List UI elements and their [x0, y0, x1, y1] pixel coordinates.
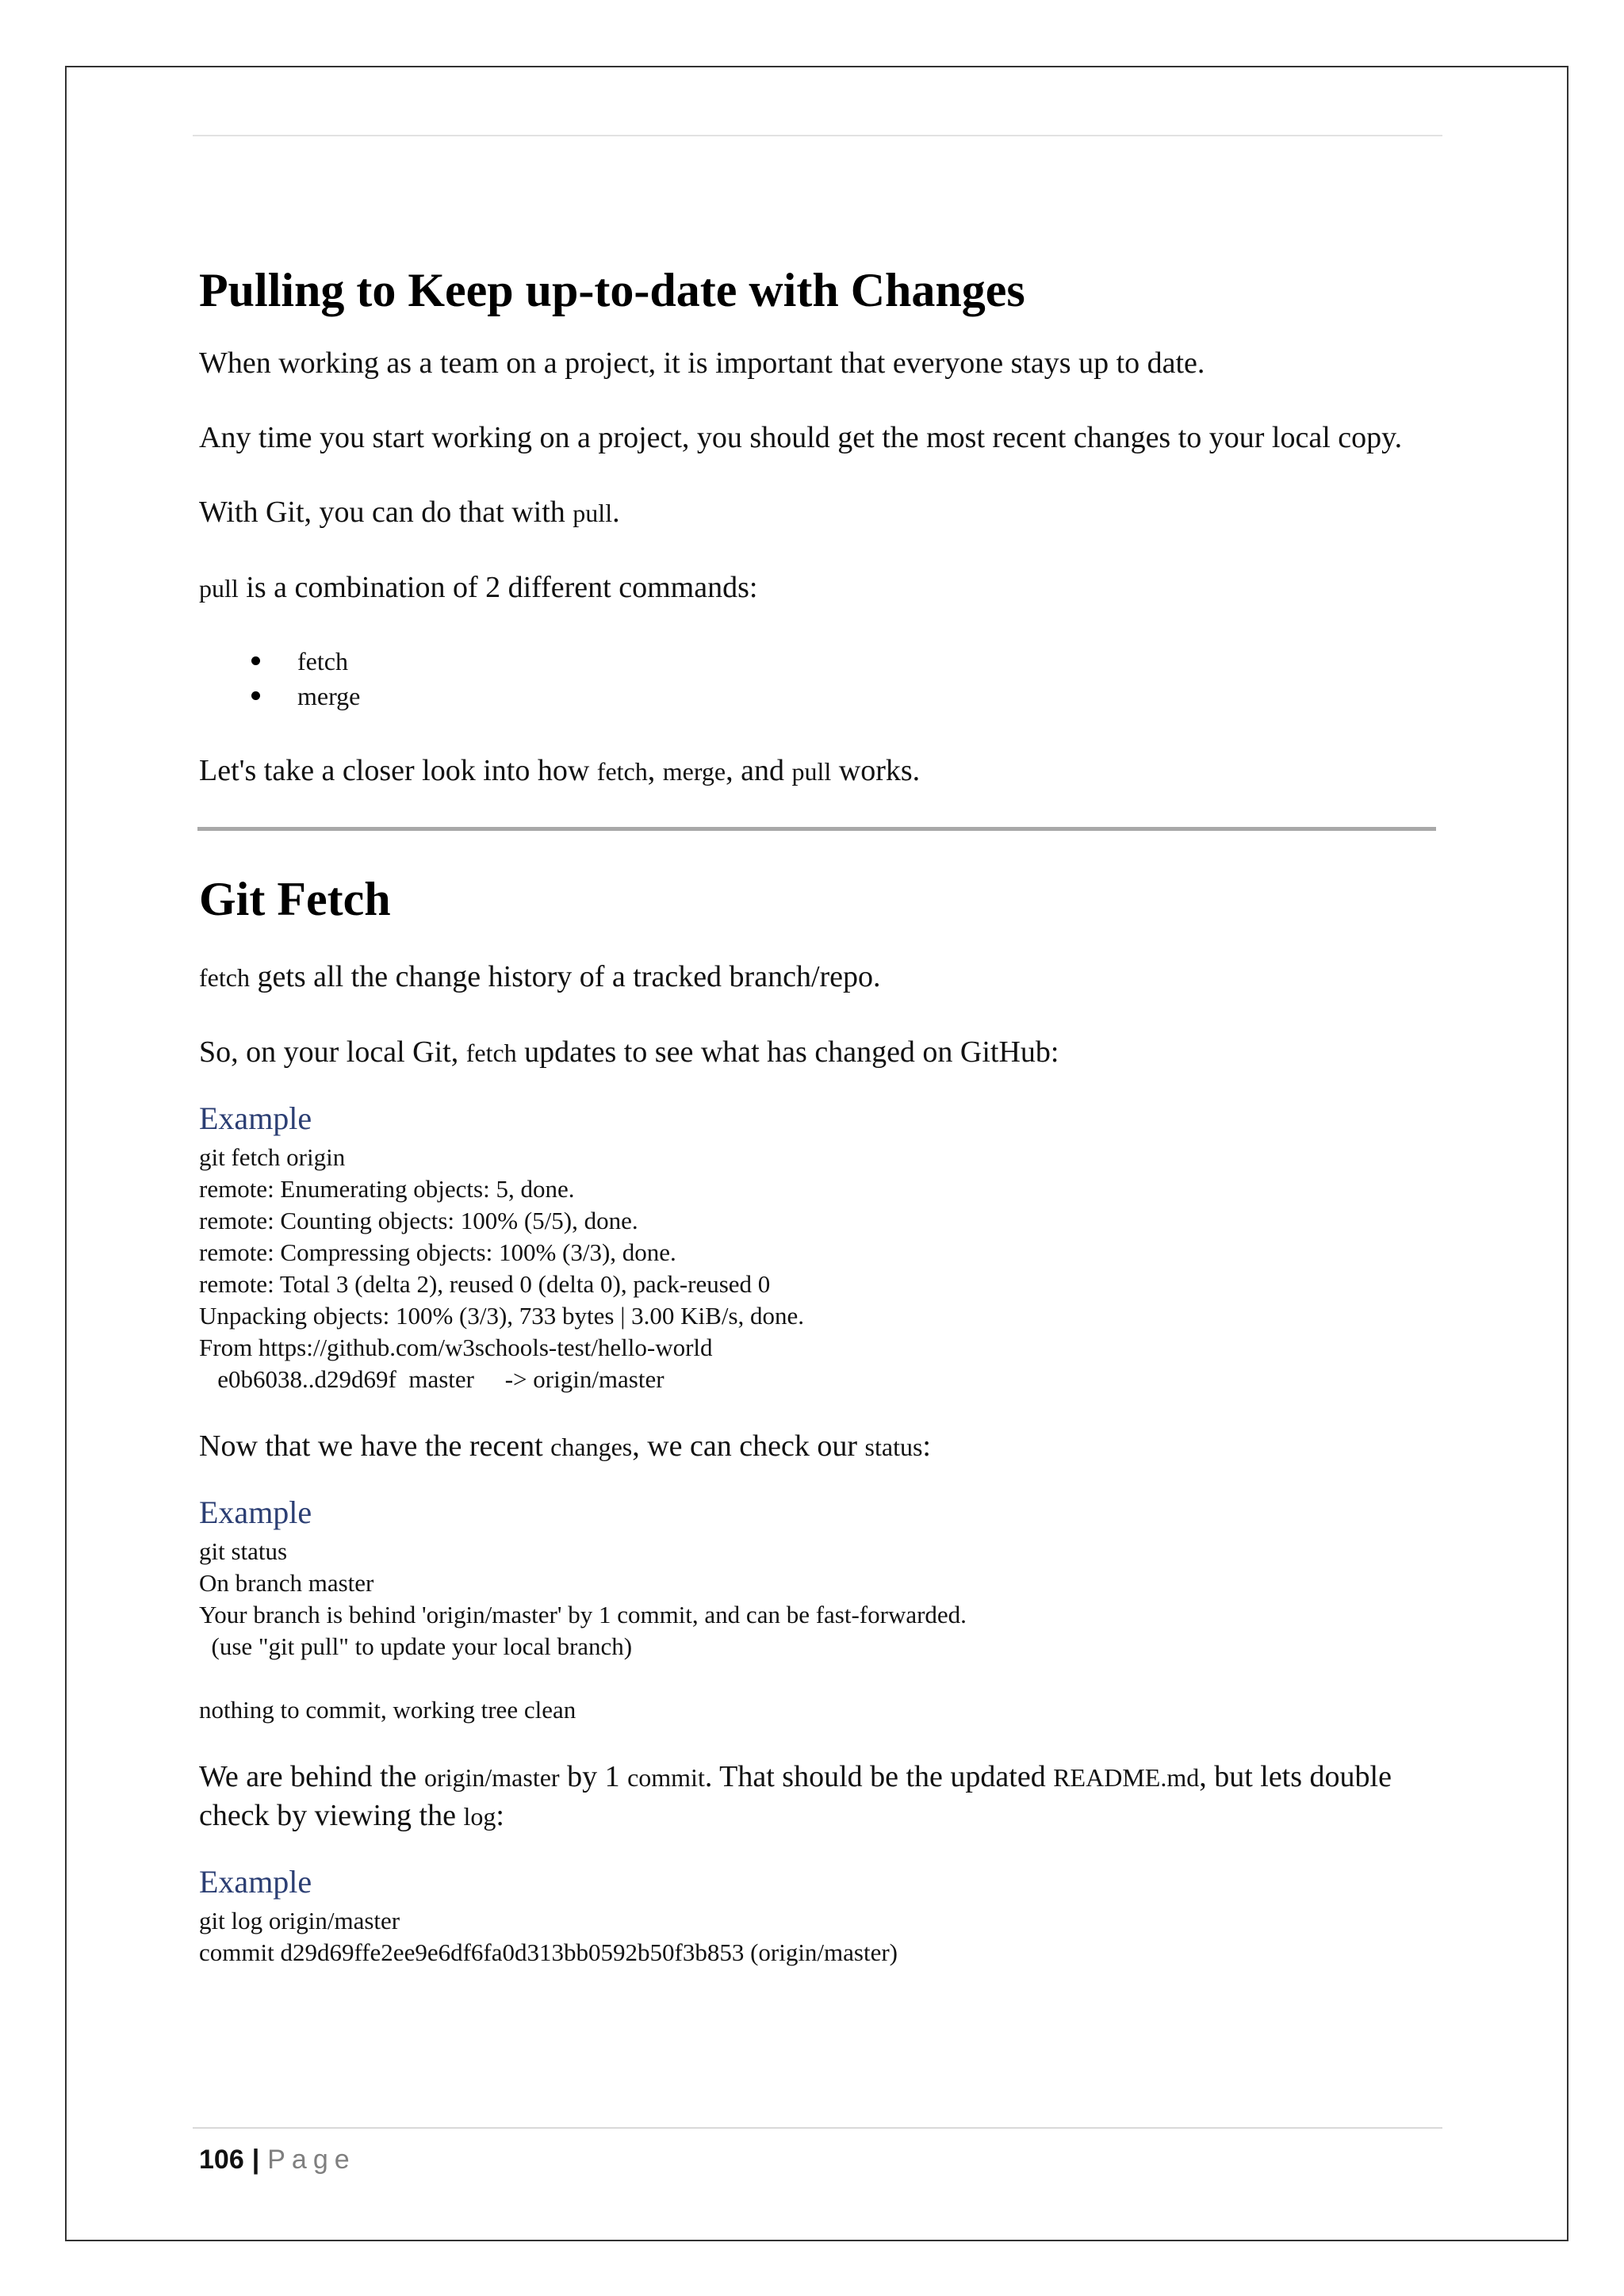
- list-item: merge: [199, 679, 1444, 714]
- paragraph-text: by 1: [559, 1760, 628, 1793]
- page-word: Page: [267, 2145, 356, 2175]
- paragraph-text: updates to see what has changed on GitHub:: [516, 1035, 1059, 1069]
- code-line: remote: Enumerating objects: 5, done.: [199, 1175, 575, 1203]
- paragraph-text: , we can check our: [632, 1429, 865, 1463]
- header-rule: [193, 135, 1442, 136]
- paragraph-text: , but lets double check by viewing the: [199, 1760, 1392, 1832]
- code-line: git fetch origin: [199, 1143, 346, 1171]
- example-label: Example: [199, 1864, 312, 1900]
- page-number: 106: [199, 2145, 244, 2175]
- code-line: remote: Compressing objects: 100% (3/3), done.: [199, 1238, 676, 1266]
- code-line: e0b6038..d29d69f master -> origin/master: [199, 1365, 665, 1393]
- footer-separator: |: [251, 2145, 260, 2175]
- paragraph-text: Now that we have the recent: [199, 1429, 551, 1463]
- footer-rule: [193, 2127, 1442, 2129]
- paragraph-text: Any time you start working on a project, you should get the most recent changes to your local copy.: [199, 421, 1403, 454]
- inline-code: status: [864, 1433, 923, 1461]
- paragraph-text: . That should be the updated: [704, 1760, 1054, 1793]
- code-example-fetch: [199, 1142, 1444, 1395]
- paragraph-text: is a combination of 2 different commands:: [238, 571, 758, 604]
- paragraph-text: gets all the change history of a tracked branch/repo.: [249, 960, 881, 993]
- paragraph: [199, 1427, 1444, 1466]
- inline-code: pull: [573, 499, 613, 527]
- inline-code: pull: [199, 574, 239, 603]
- paragraph-text: works.: [831, 754, 921, 787]
- code-line: [199, 1663, 1444, 1694]
- code-line: remote: Counting objects: 100% (5/5), done.: [199, 1207, 638, 1234]
- section-divider: [197, 827, 1436, 831]
- paragraph-text: So, on your local Git,: [199, 1035, 466, 1069]
- inline-code: pull: [791, 757, 832, 786]
- command-list: [199, 644, 1444, 714]
- paragraph-text: :: [496, 1799, 504, 1832]
- code-line: nothing to commit, working tree clean: [199, 1696, 576, 1724]
- inline-code: merge: [662, 757, 726, 786]
- section-title-git-fetch: Git Fetch: [199, 873, 391, 925]
- paragraph-text: We are behind the: [199, 1760, 424, 1793]
- inline-code: README.md: [1053, 1763, 1200, 1792]
- paragraph-text: .: [612, 496, 620, 529]
- code-line: git status: [199, 1537, 288, 1565]
- code-line: On branch master: [199, 1569, 374, 1597]
- paragraph: [199, 958, 1444, 997]
- inline-code: origin/master: [423, 1763, 560, 1792]
- paragraph: [199, 1758, 1444, 1835]
- inline-code: log: [463, 1802, 496, 1831]
- code-line: From https://github.com/w3schools-test/hello-world: [199, 1334, 713, 1361]
- paragraph: [199, 344, 1444, 382]
- example-label: Example: [199, 1100, 312, 1136]
- code-line: commit d29d69ffe2ee9e6df6fa0d313bb0592b50f3b853 (origin/master): [199, 1938, 898, 1966]
- inline-code: fetch: [199, 963, 250, 992]
- paragraph-text: Let's take a closer look into how: [199, 754, 597, 787]
- code-example-log: [199, 1905, 1444, 1969]
- paragraph: [199, 1033, 1444, 1072]
- section-title-pulling: Pulling to Keep up-to-date with Changes: [199, 264, 1025, 316]
- paragraph-text: :: [922, 1429, 931, 1463]
- paragraph: [199, 568, 1444, 607]
- code-line: git log origin/master: [199, 1907, 400, 1934]
- code-example-status: [199, 1536, 1444, 1726]
- example-label: Example: [199, 1494, 312, 1530]
- code-line: (use "git pull" to update your local branch): [199, 1632, 633, 1660]
- paragraph: [199, 419, 1444, 457]
- code-line: remote: Total 3 (delta 2), reused 0 (delta 0), pack-reused 0: [199, 1270, 771, 1298]
- code-line: Unpacking objects: 100% (3/3), 733 bytes | 3.00 KiB/s, done.: [199, 1302, 805, 1330]
- page-content: [199, 262, 1444, 2000]
- paragraph-text: ,: [647, 754, 663, 787]
- paragraph-text: , and: [726, 754, 792, 787]
- paragraph-text: When working as a team on a project, it is important that everyone stays up to date.: [199, 346, 1205, 380]
- inline-code: fetch: [465, 1039, 517, 1067]
- inline-code: commit: [627, 1763, 705, 1792]
- paragraph: [199, 493, 1444, 532]
- code-line: Your branch is behind 'origin/master' by 1 commit, and can be fast-forwarded.: [199, 1601, 967, 1628]
- page-footer: [199, 2142, 356, 2177]
- paragraph-text: With Git, you can do that with: [199, 496, 573, 529]
- inline-code: fetch: [596, 757, 648, 786]
- inline-code: changes: [550, 1433, 633, 1461]
- paragraph: [199, 752, 1444, 790]
- list-item: fetch: [199, 644, 1444, 679]
